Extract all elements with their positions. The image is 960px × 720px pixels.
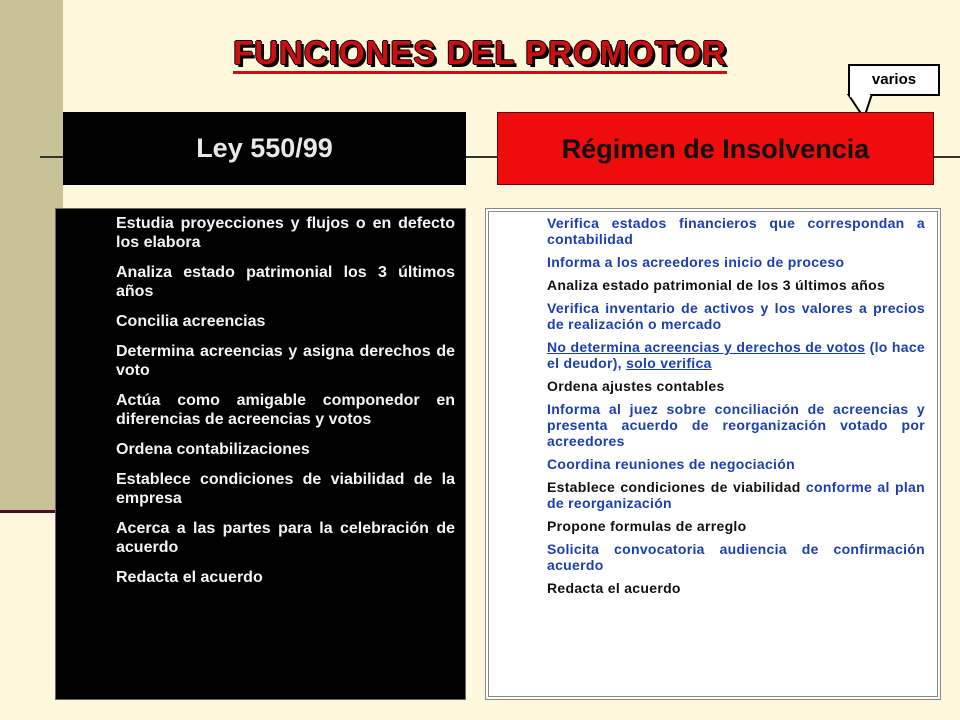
decor-line-header-right [934, 156, 960, 158]
list-item: Verifica inventario de activos y los valores a precios de realización o mercado [547, 300, 925, 332]
list-item: Actúa como amigable componedor en diferencias de acreencias y votos [116, 392, 455, 428]
list-item: Establece condiciones de viabilidad de la empresa [116, 471, 455, 507]
left-functions-list [56, 209, 465, 587]
list-item [547, 339, 925, 371]
text-part: conforme al plan de reorganización [547, 479, 925, 511]
side-decor-bar [0, 0, 63, 512]
header-ley-550: Ley 550/99 [63, 112, 466, 185]
right-functions-panel [485, 208, 941, 700]
decor-line-bottom-left [0, 510, 57, 513]
text-part: Establece condiciones de viabilidad [547, 479, 806, 495]
list-item: Verifica estados financieros que correspondan a contabilidad [547, 215, 925, 247]
decor-line-header-left [40, 156, 64, 158]
list-item: Estudia proyecciones y flujos o en defecto los elabora [116, 215, 455, 251]
list-item: Analiza estado patrimonial los 3 últimos años [116, 264, 455, 300]
list-item: Informa a los acreedores inicio de proceso [547, 254, 845, 270]
right-functions-list [489, 212, 937, 596]
list-item: Propone formulas de arreglo [547, 518, 747, 534]
page-title: FUNCIONES DEL PROMOTOR [0, 34, 960, 72]
list-item: Coordina reuniones de negociación [547, 456, 795, 472]
list-item: Redacta el acuerdo [116, 569, 263, 586]
list-item: Ordena contabilizaciones [116, 441, 310, 458]
list-item: Redacta el acuerdo [547, 580, 681, 596]
list-item: Informa al juez sobre conciliación de acreencias y presenta acuerdo de reorganización votado por acreedores [547, 401, 925, 449]
left-functions-panel [55, 208, 466, 700]
list-item [547, 479, 925, 511]
list-item: Acerca a las partes para la celebración de acuerdo [116, 520, 455, 556]
list-item: Solicita convocatoria audiencia de confirmación acuerdo [547, 541, 925, 573]
list-item: Ordena ajustes contables [547, 378, 725, 394]
list-item: Concilia acreencias [116, 313, 266, 330]
header-regimen-insolvencia: Régimen de Insolvencia [497, 112, 934, 185]
callout-varios: varios [848, 64, 940, 96]
list-item: Analiza estado patrimonial de los 3 últimos años [547, 277, 886, 293]
decor-line-header-mid [466, 156, 498, 158]
underlined-text: No determina acreencias y derechos de votos [547, 339, 866, 355]
underlined-text: solo verifica [626, 355, 712, 371]
list-item: Determina acreencias y asigna derechos de voto [116, 343, 455, 379]
plain-text: (lo hace el deudor), [547, 339, 925, 371]
